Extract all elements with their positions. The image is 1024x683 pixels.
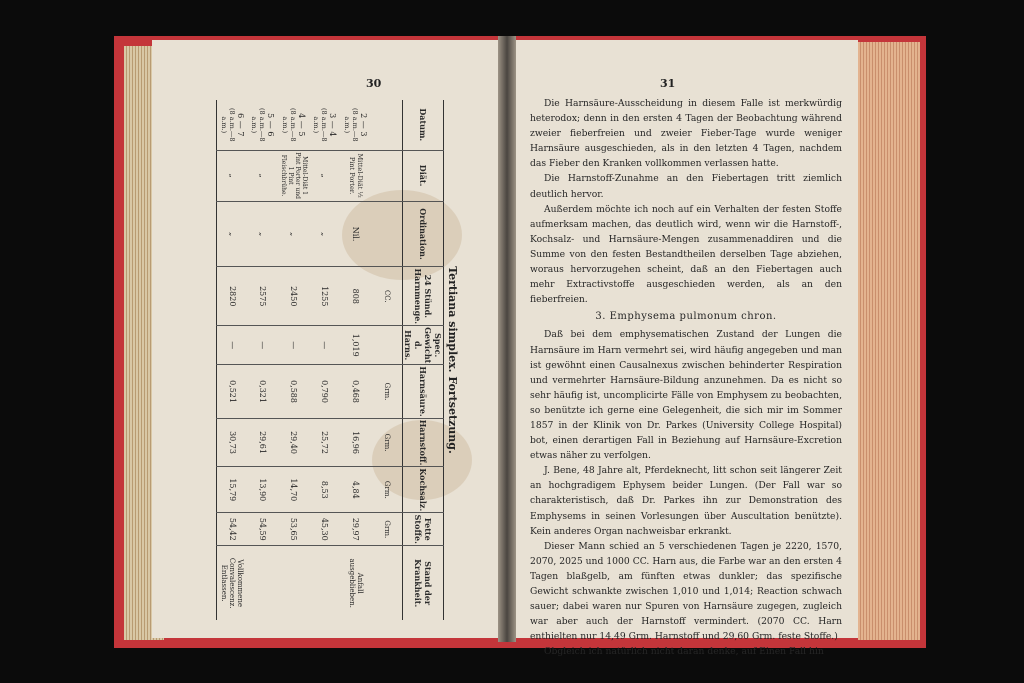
header-urea: Harnstoff. (403, 418, 444, 467)
cell-salt: 15,79 (217, 467, 248, 513)
paragraph: Die Harnsäure-Ausscheidung in diesem Falle ist merkwürdig heterodox; denn in den ersten 4 Tagen der Beobachtung während zweier fieberfreien und zweier Fieber-Tage wurde weniger Harnsäure ausgeschieden, als in den letzten 4 Tagen, nachdem das Fieber den Kranken vollkommen verlassen hatte. (530, 98, 842, 170)
table-title: Tertiana simplex. Fortsetzung. (446, 266, 459, 454)
time-text: (8 a.m.—8 a.m.) (281, 108, 298, 142)
book-gutter (498, 36, 516, 642)
cell-urea: 29,61 (248, 418, 279, 467)
paragraph: Daß bei dem emphysematischen Zustand der Lungen die Harnsäure im Harn vermehrt sei, wird häufig angegeben und man ist gewöhnt einen Causalnexus zwischen behinderter Respiration und vermehrter Harnsäure-Bildung anzunehmen. Da es nicht so sehr häufig ist, uncomplicirte Fälle von Emphysem zu beobachten, so benützte ich gerne eine Gelegenheit, die sich mir im Sommer 1857 in der Klinik von Dr. Parkes (University College Hospital) bot, einen derartigen Fall in Beziehung auf Harnsäure-Excretion etwas näher zu verfolgen. (530, 329, 842, 462)
cell-fat: 54,42 (217, 513, 248, 546)
cell-salt: 13,90 (248, 467, 279, 513)
cell-state (279, 546, 310, 620)
cell-volume: 2575 (248, 267, 279, 326)
table-row (279, 100, 310, 620)
units-row (372, 100, 403, 620)
cell-uric-acid: 0,321 (248, 365, 279, 418)
date-text: 6 — 7 (235, 113, 245, 137)
cell-uric-acid: 0,588 (279, 365, 310, 418)
unit-cell (372, 150, 403, 201)
cell-urea: 25,72 (310, 418, 341, 467)
header-volume: 24 Stünd. Harnmenge. (403, 267, 444, 326)
header-salt: Kochsalz. (403, 467, 444, 513)
unit-cell (372, 546, 403, 620)
section-heading: 3. Emphysema pulmonum chron. (595, 311, 777, 323)
cell-uric-acid: 0,521 (217, 365, 248, 418)
cell-ordination: „ (217, 201, 248, 267)
time-text: (8 a.m.—8 a.m.) (250, 108, 267, 142)
header-gravity: Spec. Gewicht d. Harns. (403, 327, 443, 364)
cell-volume: 1255 (310, 267, 341, 326)
header-date: Datum. (418, 108, 428, 142)
cell-state: Anfall ausgeblieben. (341, 546, 372, 620)
table-header-row (403, 100, 444, 620)
cell-date (310, 100, 341, 150)
cell-diet: „ (248, 150, 279, 201)
paragraph: Außerdem möchte ich noch auf ein Verhalten der festen Stoffe aufmerksam machen, das deutlich wird, wenn wir die Harnstoff-, Kochsalz- und Harnsäure-Mengen zusammenaddiren und die Summe von den festen Bestandtheilen derselben Tage abziehen, woraus hervorzugehen scheint, daß an den Fiebertagen auch mehr Extractivstoffe ausgeschieden werden, als an den fieberfreien. (530, 203, 842, 306)
cell-date (341, 100, 372, 150)
time-text: (8 a.m.—8 a.m.) (219, 108, 236, 142)
date-text: 3 — 4 (328, 113, 338, 137)
table-row (310, 100, 341, 620)
date-text: 4 — 5 (297, 113, 307, 137)
cell-fat: 54,59 (248, 513, 279, 546)
unit-cell: Grm. (372, 418, 403, 467)
cell-date (279, 100, 310, 150)
cell-salt: 14,70 (279, 467, 310, 513)
cell-state (248, 546, 279, 620)
header-ordination: Ordination. (403, 201, 444, 267)
header-diet: Diät. (403, 150, 444, 201)
date-text: 5 — 6 (266, 113, 276, 137)
header-uric-acid: Harnsäure. (403, 365, 444, 418)
cell-diet: „ (217, 150, 248, 201)
cell-ordination: „ (279, 201, 310, 267)
data-table (216, 100, 444, 620)
cell-diet: Mittel-Diät ½ Pint Porter. (341, 150, 372, 201)
cell-gravity: — (217, 326, 248, 365)
cell-state (310, 546, 341, 620)
time-text: (8 a.m.—8 a.m.) (343, 108, 360, 142)
cell-diet: Mittel-Diät 1 Pint Porter und 1 Pint Fleischbrühe. (279, 150, 310, 201)
cell-urea: 16,96 (341, 418, 372, 467)
unit-cell: CC. (372, 267, 403, 326)
table-row (248, 100, 279, 620)
cell-fat: 29,97 (341, 513, 372, 546)
cell-fat: 53,65 (279, 513, 310, 546)
cell-salt: 8,53 (310, 467, 341, 513)
cell-uric-acid: 0,468 (341, 365, 372, 418)
unit-cell (372, 201, 403, 267)
cell-gravity: — (279, 326, 310, 365)
cell-diet: „ (310, 150, 341, 201)
header-fat: Fette Stoffe. (403, 513, 444, 546)
page-number-right: 31 (660, 77, 676, 90)
paragraph: Dieser Mann schied an 5 verschiedenen Tagen je 2220, 1570, 2070, 2025 und 1000 CC. Harn aus, die Farbe war an den ersten 4 Tagen blaßgelb, am fünften etwas dunkler; das spezifische Gewicht schwankte zwischen 1,010 und 1,014; Reaction schwach sauer; dabei waren nur Spuren von Harnsäure zugegen, zugleich war aber auch der Harnstoff vermindert. (2070 CC. Harn enthielten nur 14,49 Grm. Harnstoff und 29,60 Grm. feste Stoffe.) (530, 540, 842, 643)
paragraph: J. Bene, 48 Jahre alt, Pferdeknecht, litt schon seit längerer Zeit an hochgradigem Ephysem beider Lungen. (Der Fall war so charakteristisch, daß Dr. Parkes ihn zur Demonstration des Emphysems in seinen Vorlesungen über Auscultation benützte). Kein anderes Organ nachweisbar erkrankt. (530, 465, 842, 537)
cell-ordination: Nil. (341, 201, 372, 267)
rotated-table (198, 100, 460, 620)
unit-cell: Grm. (372, 467, 403, 513)
page-edges-right (858, 42, 920, 640)
right-page-text (530, 96, 842, 659)
header-state: Stand der Krankheit. (403, 546, 444, 620)
table-row (341, 100, 372, 620)
table-row (217, 100, 248, 620)
cell-date (248, 100, 279, 150)
cell-volume: 2820 (217, 267, 248, 326)
paragraph: Obgleich ich natürlich nicht daran denke, auf Einen Fall hin (544, 646, 824, 658)
unit-cell (372, 100, 403, 150)
cell-volume: 2450 (279, 267, 310, 326)
cell-gravity: — (248, 326, 279, 365)
cell-ordination: „ (248, 201, 279, 267)
cell-gravity: 1,019 (341, 326, 372, 365)
cell-ordination: „ (310, 201, 341, 267)
unit-cell: Grm. (372, 365, 403, 418)
unit-cell: Grm. (372, 513, 403, 546)
cell-urea: 30,73 (217, 418, 248, 467)
cell-salt: 4,84 (341, 467, 372, 513)
cell-gravity: — (310, 326, 341, 365)
cell-date (217, 100, 248, 150)
page-number-left: 30 (366, 77, 382, 90)
unit-cell (372, 326, 403, 365)
cell-fat: 45,30 (310, 513, 341, 546)
time-text: (8 a.m.—8 a.m.) (312, 108, 329, 142)
date-text: 2 — 3 (359, 113, 369, 137)
paragraph: Die Harnstoff-Zunahme an den Fiebertagen tritt ziemlich deutlich hervor. (530, 173, 842, 200)
cell-uric-acid: 0,790 (310, 365, 341, 418)
cell-volume: 808 (341, 267, 372, 326)
cell-urea: 29,40 (279, 418, 310, 467)
cell-state: Vollkommene Convalescenz. Entlassen. (217, 546, 248, 620)
